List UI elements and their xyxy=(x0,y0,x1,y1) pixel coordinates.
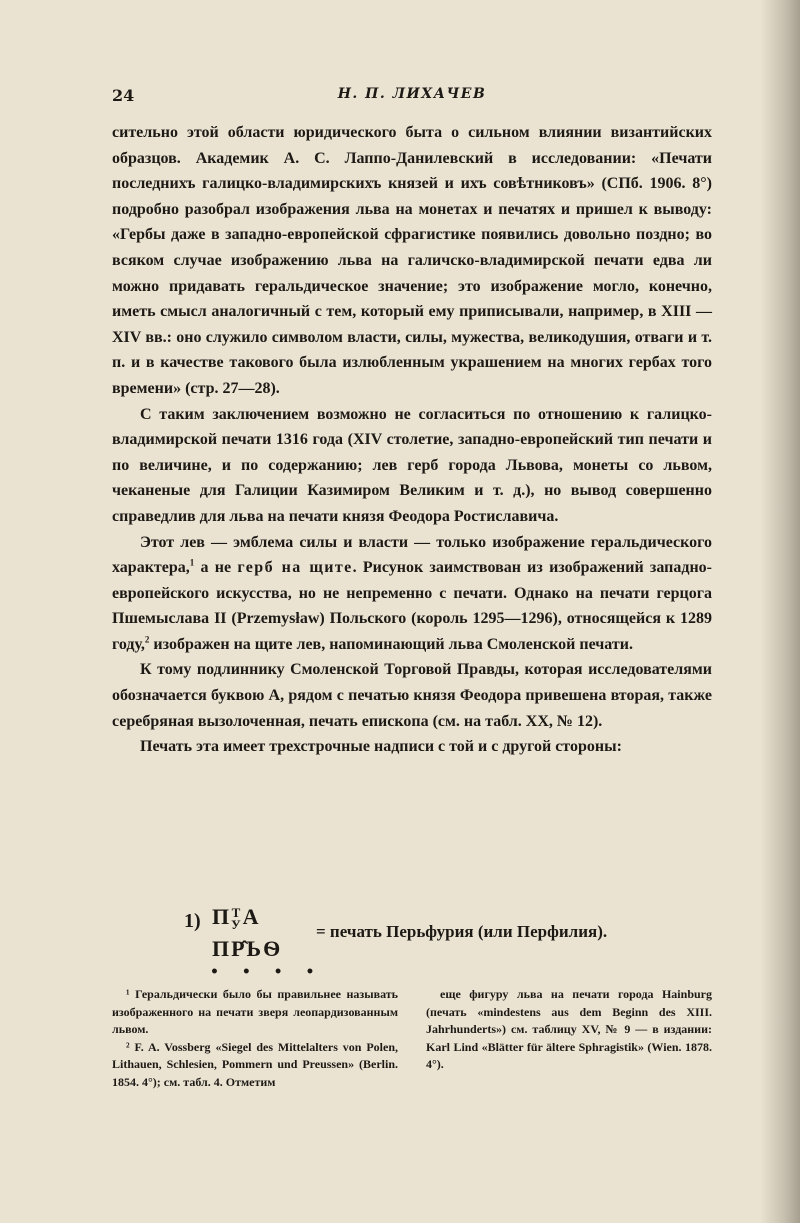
footnotes-right-column xyxy=(426,986,712,1074)
footnotes xyxy=(112,986,712,1126)
spaced-emphasis: герб на щите xyxy=(237,559,353,577)
paragraph-5: Печать эта имеет трехстрочные надписи с той и с другой стороны: xyxy=(140,738,622,756)
footnote-2: ² F. A. Vossberg «Siegel des Mittelalters von Polen, Lithauen, Schlesien, Pommern und Preussen» (Berlin. 1854. 4°); см. табл. 4. Отметим xyxy=(112,1039,398,1089)
inscription-line-1-end: А xyxy=(242,904,261,929)
inscription-ligature xyxy=(231,904,243,932)
seal-inscription xyxy=(184,896,704,968)
page-number: 24 xyxy=(112,86,135,105)
inscription-number: 1) xyxy=(184,910,201,932)
ligature-top: Т xyxy=(231,904,243,920)
paragraph-3-part-d: изображен на щите лев, напоминающий льва Смоленской печати. xyxy=(149,635,633,653)
paragraph-3-part-c: . Рисунок заимствован из изображений западно-европейского искусства, но не непременно с печати. Однако на печати герцога Пшемыслава II (Przemysław) Польского (король 1295—1296), относящейся к 1289 году, xyxy=(112,559,713,653)
footnote-ref-2: 2 xyxy=(144,634,150,645)
paragraph-3 xyxy=(112,530,712,658)
running-head: Н. П. ЛИХАЧЕВ xyxy=(337,86,487,102)
footnote-2-continued: еще фигуру льва на печати города Hainburg (печать «mindestens aus dem Beginn des XIII. Jahrhunderts») см. таблицу XV, № 9 — в издании: Karl Lind «Blätter für ältere Sphragistik» (Wien. 1878. 4°). xyxy=(426,987,712,1071)
main-text xyxy=(112,120,712,760)
paragraph-3-part-b: а не xyxy=(194,559,238,577)
footnote-1: ¹ Геральдически было бы правильнее называть изображенного на печати зверя леопардизованным львом. xyxy=(112,987,398,1036)
paragraph-1: сительно этой области юридического быта о сильном влиянии византийских образцов. Академик А. С. Лаппо-Данилевский в исследовании: «Печати последнихъ галицко-владимирскихъ князей и ихъ совѣтниковъ» (СПб. 1906. 8°) подробно разобрал изображения льва на монетах и печатях и пришел к выводу: «Гербы даже в западно-европейской сфрагистике появились довольно поздно; во всяком случае изображению льва на галичско-владимирской печати едва ли можно придавать геральдическое значение; это изображение могло, конечно, иметь смысл аналогичный с тем, который ему приписывали, например, в XIII — XIV вв.: оно служило символом власти, силы, мужества, великодушия, отваги и т. п. и в качестве такового была излюбленным украшением на многих гербах того времени» (стр. 27—28). xyxy=(112,124,712,397)
inscription-line-1-start: П xyxy=(212,904,232,929)
inscription-translation: = печать Перьфурия (или Перфилия). xyxy=(316,922,608,941)
paragraph-4: К тому подлиннику Смоленской Торговой Правды, которая исследователями обозначается буквою А, рядом с печатью князя Феодора привешена вторая, также серебряная вызолоченная, печать епископа (см. на табл. XX, № 12). xyxy=(112,661,712,730)
footnotes-left-column xyxy=(112,986,398,1091)
page-header xyxy=(112,86,712,110)
ligature-bottom: У xyxy=(231,916,243,932)
section-separator: • • • • xyxy=(210,964,324,980)
page-spine-shadow xyxy=(760,0,800,1223)
footnote-ref-1: 1 xyxy=(189,557,195,568)
paragraph-3-part-a: Этот лев — эмблема силы и власти — только изображение геральдического характера, xyxy=(112,533,712,577)
inscription-line-2: ПР̂ЬѲ xyxy=(212,936,283,961)
paragraph-2: С таким заключением возможно не согласиться по отношению к галицко-владимирской печати 1316 года (XIV столетие, западно-европейский тип печати и по величине, и по содержанию; лев герб города Львова, монеты со львом, чеканеные для Галиции Казимиром Великим и т. д.), но вывод совершенно справедлив для льва на печати князя Феодора Ростиславича. xyxy=(112,405,712,525)
inscription-line-1 xyxy=(212,904,261,931)
